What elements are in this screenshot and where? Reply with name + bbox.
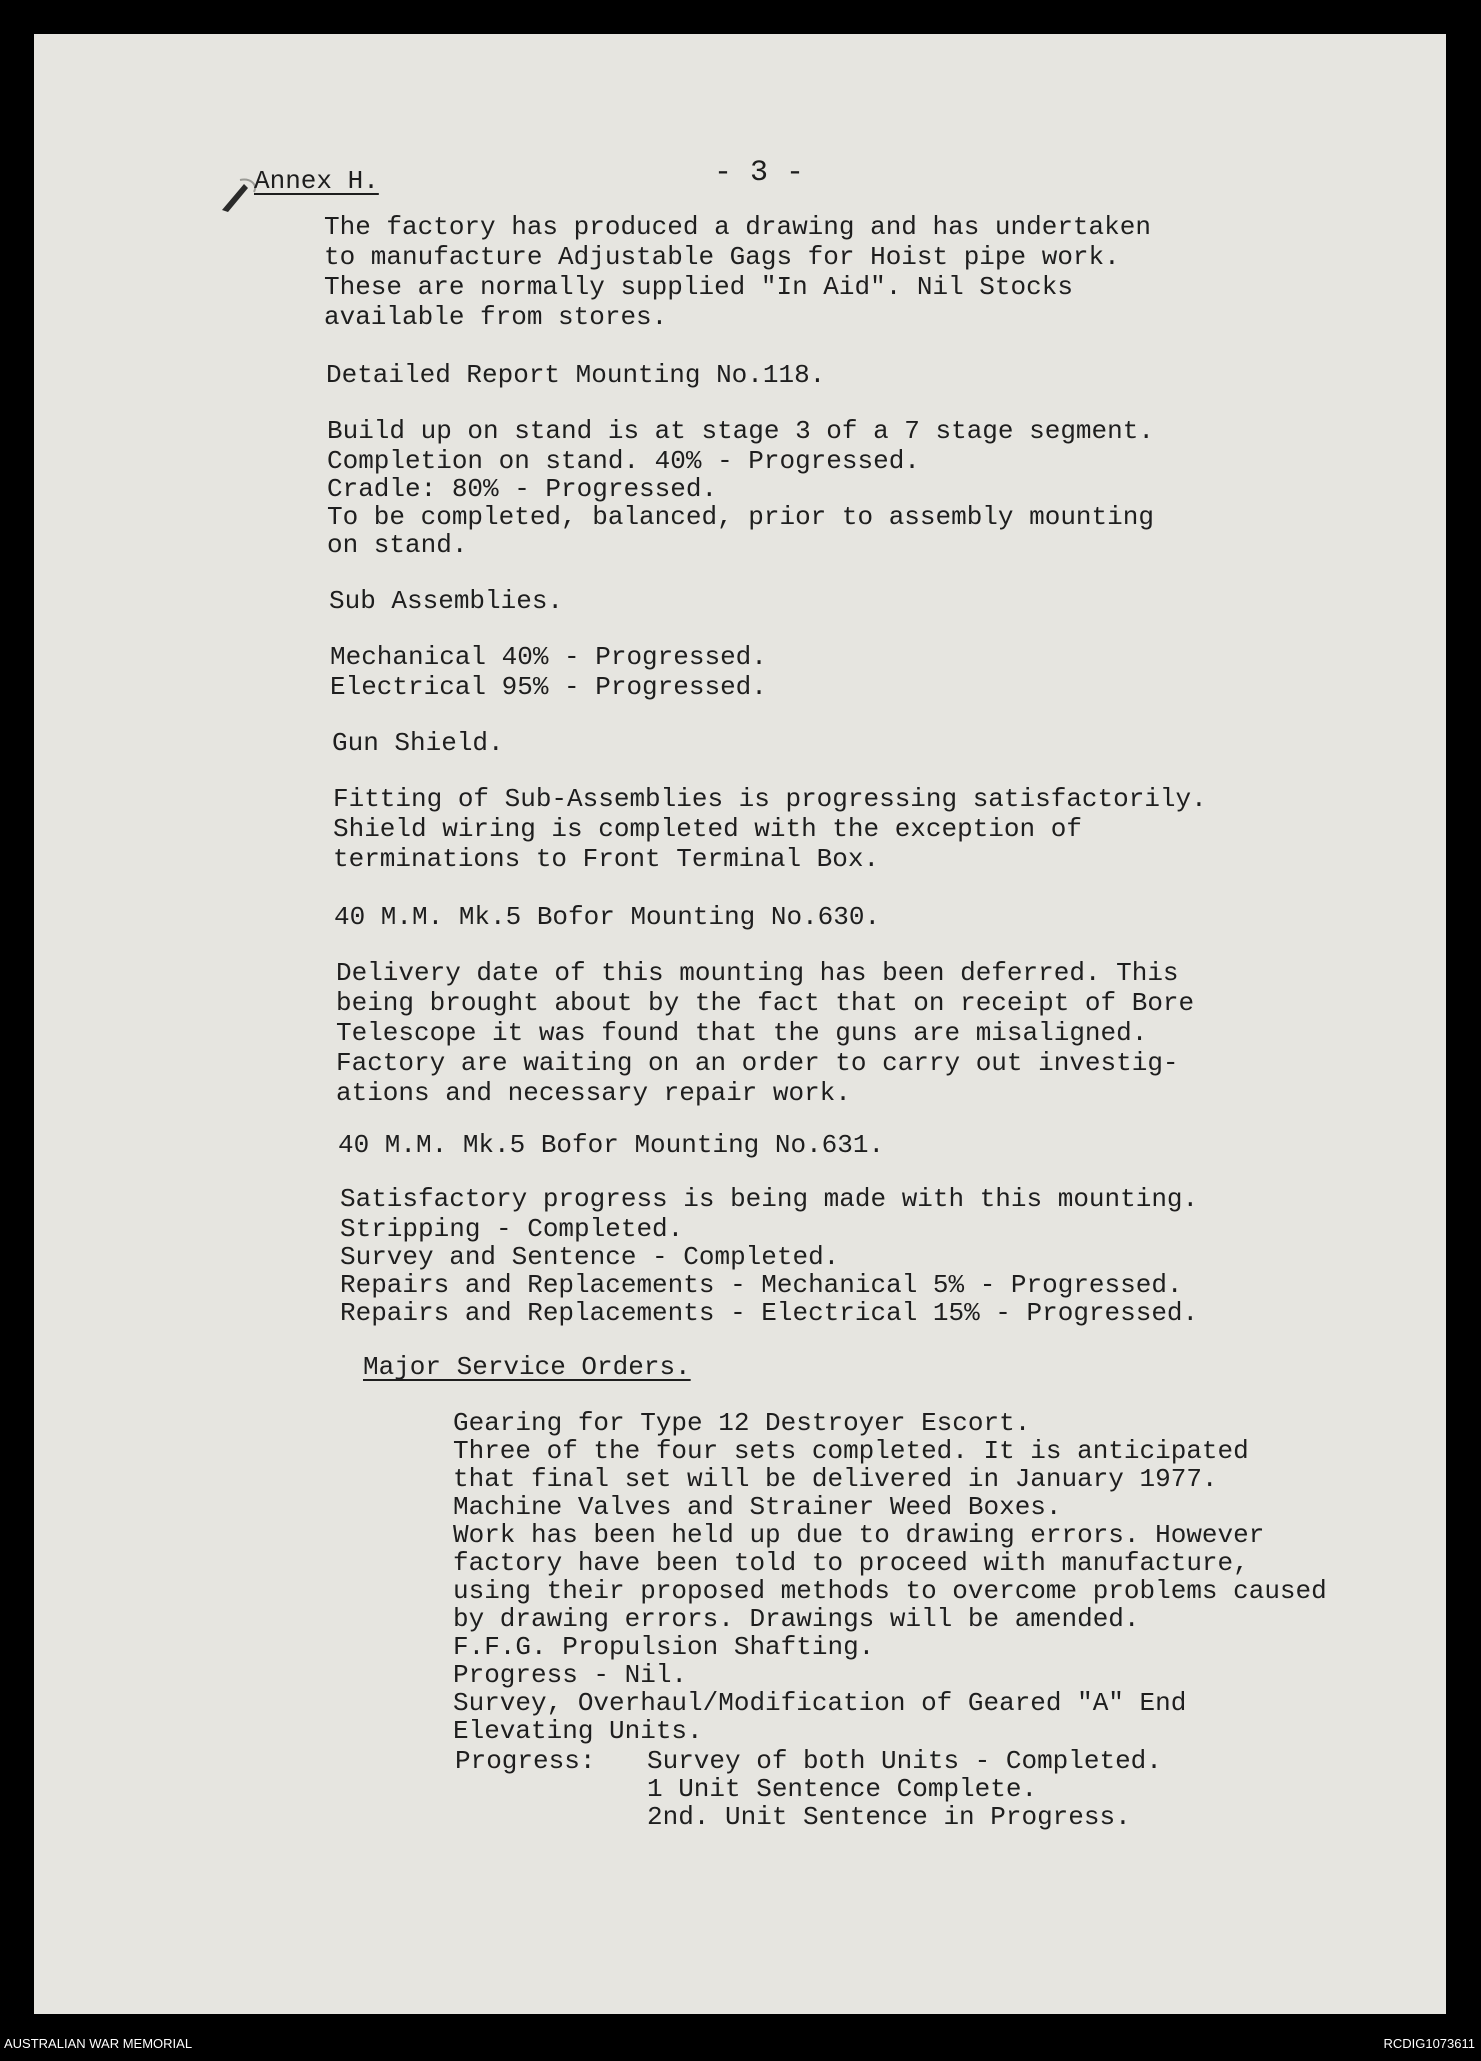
progress-item: 2nd. Unit Sentence in Progress.	[647, 1802, 1131, 1832]
text-line: Fitting of Sub-Assemblies is progressing satisfactorily.	[333, 784, 1207, 814]
text-line: being brought about by the fact that on receipt of Bore	[336, 988, 1195, 1018]
text-line: Delivery date of this mounting has been deferred. This	[336, 958, 1179, 988]
text-line: to manufacture Adjustable Gags for Hoist pipe work.	[324, 242, 1120, 272]
section-heading: Sub Assemblies.	[329, 586, 564, 616]
text-line: Satisfactory progress is being made with this mounting.	[340, 1184, 1199, 1214]
text-line: Mechanical 40% - Progressed.	[330, 642, 767, 672]
footer-record-id: RCDIG1073611	[1383, 2036, 1475, 2051]
text-line: To be completed, balanced, prior to assembly mounting	[327, 502, 1154, 532]
major-service-heading: Major Service Orders.	[363, 1352, 691, 1382]
progress-item: Survey of both Units - Completed.	[647, 1746, 1162, 1776]
text-line: Repairs and Replacements - Electrical 15% - Progressed.	[340, 1298, 1199, 1328]
text-line: Shield wiring is completed with the exception of	[333, 814, 1082, 844]
document-page	[34, 34, 1446, 2014]
text-line: factory have been told to proceed with manufacture,	[453, 1548, 1249, 1578]
text-line: Electrical 95% - Progressed.	[330, 672, 767, 702]
text-line: Progress - Nil.	[453, 1660, 688, 1690]
section-heading: Detailed Report Mounting No.118.	[326, 360, 826, 390]
text-line: Factory are waiting on an order to carry out investig-	[336, 1048, 1179, 1078]
document-text	[34, 34, 1446, 2014]
text-line: Telescope it was found that the guns are misaligned.	[336, 1018, 1148, 1048]
annex-label: Annex H.	[254, 166, 379, 196]
text-line: Completion on stand. 40% - Progressed.	[327, 446, 920, 476]
text-line: Build up on stand is at stage 3 of a 7 stage segment.	[327, 416, 1154, 446]
text-line: Repairs and Replacements - Mechanical 5% - Progressed.	[340, 1270, 1183, 1300]
text-line: Elevating Units.	[453, 1716, 703, 1746]
text-line: Survey, Overhaul/Modification of Geared "A" End	[453, 1688, 1187, 1718]
text-line: Stripping - Completed.	[340, 1214, 684, 1244]
text-line: Three of the four sets completed. It is anticipated	[453, 1436, 1249, 1466]
text-line: ations and necessary repair work.	[336, 1078, 851, 1108]
footer-archive-name: AUSTRALIAN WAR MEMORIAL	[4, 2036, 193, 2051]
page-number: - 3 -	[714, 156, 805, 190]
text-line: Survey and Sentence - Completed.	[340, 1242, 840, 1272]
text-line: available from stores.	[324, 302, 668, 332]
text-line: that final set will be delivered in January 1977.	[453, 1464, 1218, 1494]
text-line: by drawing errors. Drawings will be amended.	[453, 1604, 1140, 1634]
section-heading: Gun Shield.	[332, 728, 504, 758]
progress-item: 1 Unit Sentence Complete.	[647, 1774, 1038, 1804]
text-line: Gearing for Type 12 Destroyer Escort.	[453, 1408, 1031, 1438]
text-line: on stand.	[327, 530, 468, 560]
text-line: Work has been held up due to drawing errors. However	[453, 1520, 1265, 1550]
text-line: These are normally supplied "In Aid". Nil Stocks	[324, 272, 1073, 302]
text-line: Machine Valves and Strainer Weed Boxes.	[453, 1492, 1062, 1522]
section-heading: 40 M.M. Mk.5 Bofor Mounting No.630.	[334, 902, 881, 932]
section-heading: 40 M.M. Mk.5 Bofor Mounting No.631.	[338, 1130, 885, 1160]
text-line: using their proposed methods to overcome problems caused	[453, 1576, 1327, 1606]
text-line: terminations to Front Terminal Box.	[333, 844, 880, 874]
text-line: F.F.G. Propulsion Shafting.	[453, 1632, 875, 1662]
text-line: The factory has produced a drawing and has undertaken	[324, 212, 1151, 242]
progress-label: Progress:	[455, 1746, 596, 1776]
text-line: Cradle: 80% - Progressed.	[327, 474, 718, 504]
